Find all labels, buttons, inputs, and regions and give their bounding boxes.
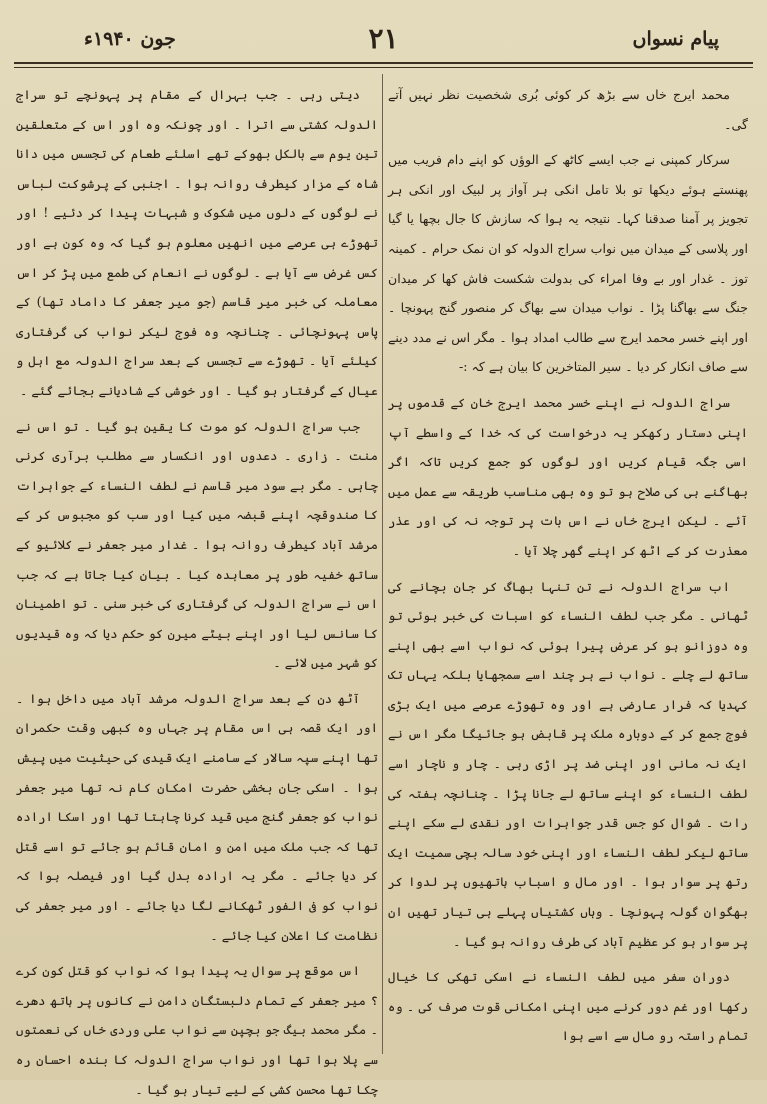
paragraph: آٹھ دن کے بعد سراج الدولہ مرشد آباد میں داخل ہوا ۔ اور ایک قصہ ہی اس مقام پر جہاں وہ کبھی وقت حکمران تھا اپنے سپہ سالار کے سامنے ایک قیدی کی حیثیت میں پیش ہوا ۔ اسکی جان بخشی حضرت امکان کام نہ تھا میر جعفر نواب کو جعفر گنج میں قید کرنا چاہتا تھا اور اسکا ارادہ تھا کہ جب ملک میں امن و امان قائم ہو جائے تو اسے قتل کر دیا جائے ۔ مگر یہ ارادہ بدل گیا اور فیصلہ ہوا کہ نواب کو فی الفور ٹھکانے لگا دیا جائے ۔ اور میر جعفر کی نظامت کا اعلان کیا جائے ۔ (16, 690, 378, 943)
paragraph: سرکار کمپنی نے جب ایسے کاٹھ کے الوؤں کو اپنے دام فریب میں پھنستے ہوئے دیکھا تو بلا تامل انکی ہر آواز پر لبیک اور انکی ہر تجویز پر آمنا صدقنا کہا۔ نتیجہ یہ ہوا کہ سازش کا جال بچھا یا گیا اور پلاسی کے میدان میں نواب سراج الدولہ کو ان نمک حرام ۔ کمینہ توز ۔ غدار اور بے وفا امراء کی بدولت شکست فاش کھا کر میدان جنگ سے بھاگنا پڑا ۔ نواب میدان سے بھاگ کر منصور گنج پہونچا ۔ اور اپنے خسر محمد ایرج سے طالب امداد ہوا ۔ مگر اس نے مدد دینے سے صاف انکار کر دیا ۔ سیر المتاخرین کا بیان ہے کہ :- (388, 152, 748, 375)
magazine-title: پیام نسواں (632, 28, 719, 50)
page-header (14, 22, 753, 62)
column-divider (382, 74, 383, 1054)
paragraph: اب سراج الدولہ نے تن تنہا بھاگ کر جان بچانے کی ٹھانی ۔ مگر جب لطف النساء کو اسبات کی خبر ہوئی تو وہ دوزانو ہو کر عرض پیرا ہوئی کہ نواب اسے بھی اپنے ساتھ لے چلے ۔ نواب نے ہر چند اسے سمجھایا بلکہ یہاں تک کہدیا کہ فرار عارضی ہے اور وہ تھوڑے عرصے میں ایک بڑی فوج جمع کر کے دوبارہ ملک پر قابض ہو جائیگا مگر اس نے ایک نہ مانی اور اپنی ضد پر اڑی رہی ۔ چار و ناچار اسے لطف النساء کو اپنے ساتھ لے جانا پڑا ۔ چنانچہ ہفتہ کی رات ۔ شوال کو جس قدر جواہرات اور نقدی لے سکے اپنے ساتھ لیکر لطف النساء اور اپنی خود سالہ بچی سمیت ایک رتھ پر سوار ہوا ۔ اور مال و اسباب ہاتھیوں پر لدوا کر بھگوان گولہ پہونچا ۔ وہاں کشتیاں پہلے ہی تیار تھیں ان پر سوار ہو کر عظیم آباد کی طرف روانہ ہو گیا ۔ (388, 578, 748, 949)
left-column (16, 80, 378, 1097)
paragraph: سراج الدولہ نے اپنے خسر محمد ایرج خان کے قدموں پر اپنی دستار رکھکر یہ درخواست کی کہ خدا کے واسطے آپ اسی جگہ قیام کریں اور لوگوں کو جمع کریں تاکہ اگر بھاگنے ہی کی صلاح ہو تو وہ بھی مناسب طریقہ سے عمل میں آئے ۔ لیکن ایرج خاں نے اس بات پر توجہ نہ کی اور عذر معذرت کر کے اٹھ کر اپنے گھر چلا آیا ۔ (388, 394, 748, 558)
header-rule-thin (14, 67, 753, 68)
issue-date: جون ۱۹۴۰ء (84, 28, 176, 50)
paragraph: محمد ایرج خاں سے بڑھ کر کوئی بُری شخصیت نظر نہیں آتے گی۔ (388, 87, 748, 132)
paragraph: جب سراج الدولہ کو موت کا یقین ہو گیا ۔ تو اس نے منت ۔ زاری ۔ دعدوں اور انکسار سے مطلب برآری کرنی چاہی ۔ مگر بے سود میر قاسم نے لطف النساء کے جواہرات کا صندوقچہ اپنے قبضہ میں کیا اور سب کو مجبوس کر کے مرشد آباد کیطرف روانہ ہوا ۔ غدار میر جعفر نے کلائیو کے ساتھ خفیہ طور پر معاہدہ کیا ۔ بیان کیا جاتا ہے کہ جب اس نے سراج الدولہ کی گرفتاری کی خبر سنی ۔ تو اطمینان کا سانس لیا اور اپنے بیٹے میرن کو حکم دیا کہ وہ قیدیوں کو شہر میں لائے ۔ (16, 418, 378, 671)
page-number: ۲۱ (368, 22, 399, 55)
paragraph: دوران سفر میں لطف النساء نے اسکی تھکی کا خیال رکھا اور غم دور کرنے میں اپنی امکانی قوت صرف کی ۔ وہ تمام راستہ رو مال سے اسے ہوا (388, 969, 748, 1044)
paragraph: اس موقع پر سوال یہ پیدا ہوا کہ نواب کو قتل کون کرے ؟ میر جعفر کے تمام دلبستگان دامن نے کانوں پر ہاتھ دھرے ۔ مگر محمد بیگ جو بچپن سے نواب علی وردی خاں کی نعمتوں سے پلا ہوا تھا اور نواب سراج الدولہ کا بندہ احسان رہ چکا تھا محسن کشی کے لیے تیار ہو گیا ۔ (16, 963, 378, 1097)
header-rule (14, 62, 753, 64)
paragraph: دیتی رہی ۔ جب بہرال کے مقام پر پہونچے تو سراج الدولہ کشتی سے اترا ۔ اور چونکہ وہ اور اس کے متعلقین تین یوم سے بالکل بھوکے تھے اسلئے طعام کی تجسس میں دانا شاہ کے مزار کیطرف روانہ ہوا ۔ اجنبی کے پرشوکت لباس نے لوگوں کے دلوں میں شکوک و شبہات پیدا کر دئیے ! اور تھوڑے ہی عرصے میں انھیں معلوم ہو گیا کہ وہ کون ہے اور کس غرض سے آیا ہے ۔ لوگوں نے انعام کی طمع میں پڑ کر اس معاملہ کی خبر میر قاسم (جو میر جعفر کا داماد تھا) کے پاس پہونچائی ۔ چنانچہ وہ فوج لیکر نواب کی گرفتاری کیلئے آیا ۔ تھوڑے سے تجسس کے بعد سراج الدولہ مع اہل و عیال کے گرفتار ہو گیا ۔ اور خوشی کے شادیانے بجائے گئے ۔ (16, 87, 378, 398)
right-column (388, 80, 748, 1050)
